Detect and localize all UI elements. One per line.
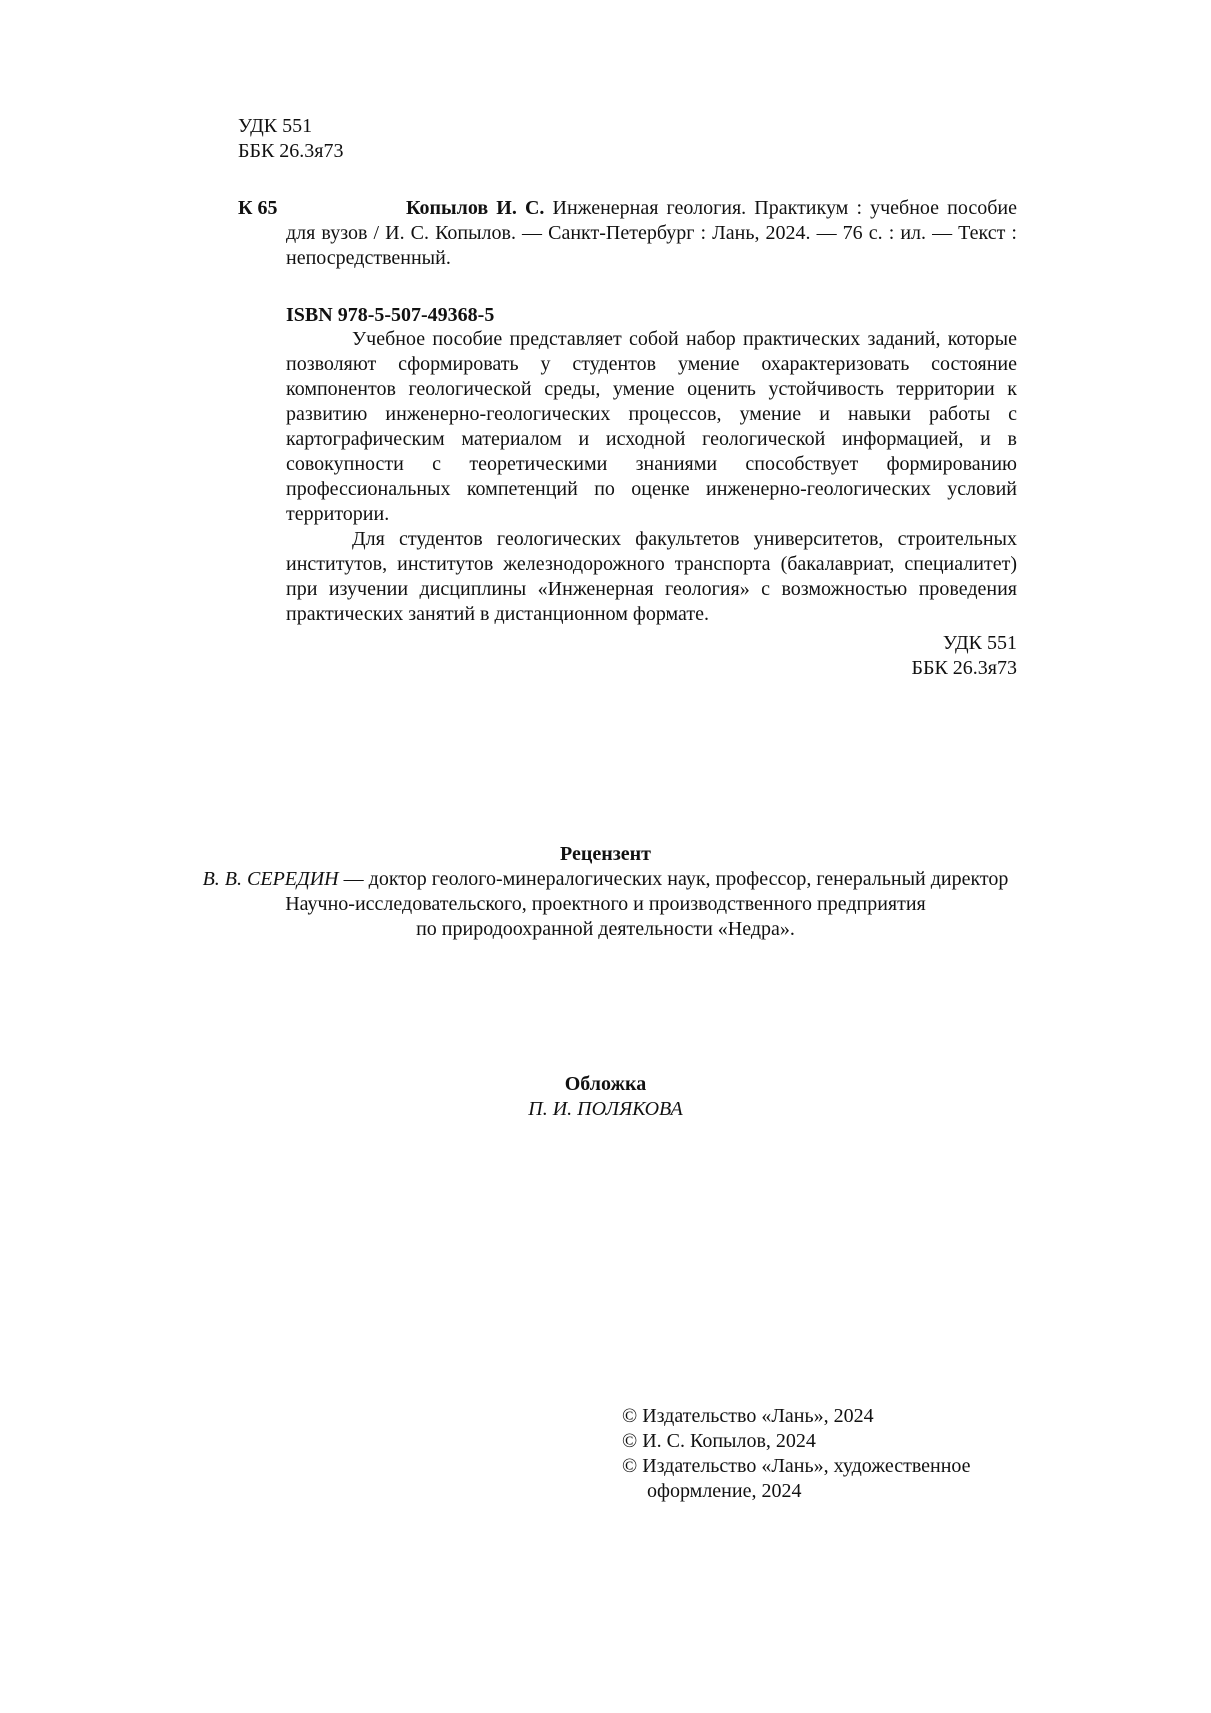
cover-heading: Обложка (564, 1073, 647, 1095)
bbk-code: ББК 26.3я73 (238, 140, 344, 162)
header-classification (238, 114, 344, 164)
reviewer-organization-cont: по природоохранной деятельности «Недра». (416, 918, 795, 940)
copyright-line: оформление, 2024 (647, 1480, 802, 1502)
cover-designer: П. И. ПОЛЯКОВА (528, 1098, 683, 1120)
author-name: Копылов И. С. (406, 197, 545, 219)
cover-block (0, 1072, 1211, 1122)
copyright-line: © Издательство «Лань», художественное (622, 1455, 971, 1477)
copyright-block (622, 1404, 971, 1504)
reviewer-title: — доктор геолого-минералогических наук, профессор, генеральный директор (338, 868, 1009, 890)
bbk-code: ББК 26.3я73 (911, 657, 1017, 679)
reviewer-name: В. В. СЕРЕДИН (202, 868, 339, 890)
annotation-paragraph: Для студентов геологических факультетов университетов, строительных институтов, институтов железнодорожного транспорта (бакалавриат, специалитет) при изучении дисциплины «Инженерная геология» с возможностью проведения практических занятий в дистанционном формате. (286, 528, 1017, 625)
description-text: Инженерная геология. Практикум : учебное пособие для вузов / И. С. Копылов. — Санкт-Петербург : Лань, 2024. — 76 с. : ил. — Текст : непосредственный. (286, 197, 1017, 269)
footer-classification (911, 631, 1017, 681)
isbn: ISBN 978-5-507-49368-5 (286, 304, 495, 326)
reviewer-line (0, 867, 1211, 892)
annotation (286, 327, 1017, 627)
reviewer-organization: Научно-исследовательского, проектного и производственного предприятия (285, 893, 926, 915)
reviewer-heading: Рецензент (559, 843, 651, 865)
udk-code: УДК 551 (238, 115, 313, 137)
bibliographic-description (238, 196, 1017, 271)
copyright-line: © И. С. Копылов, 2024 (622, 1430, 816, 1452)
udk-code: УДК 551 (942, 632, 1017, 654)
reviewer-block (0, 842, 1211, 942)
copyright-line: © Издательство «Лань», 2024 (622, 1405, 874, 1427)
annotation-paragraph: Учебное пособие представляет собой набор практических заданий, которые позволяют сформировать у студентов умение охарактеризовать состояние компонентов геологической среды, умение оценить устойчивость территории к развитию инженерно-геологических процессов, умение и навыки работы с картографическим материалом и исходной геологической информацией, и в совокупности с теоретическими знаниями способствует формированию профессиональных компетенций по оценке инженерно-геологических условий территории. (286, 328, 1017, 525)
author-mark: К 65 (238, 197, 278, 219)
